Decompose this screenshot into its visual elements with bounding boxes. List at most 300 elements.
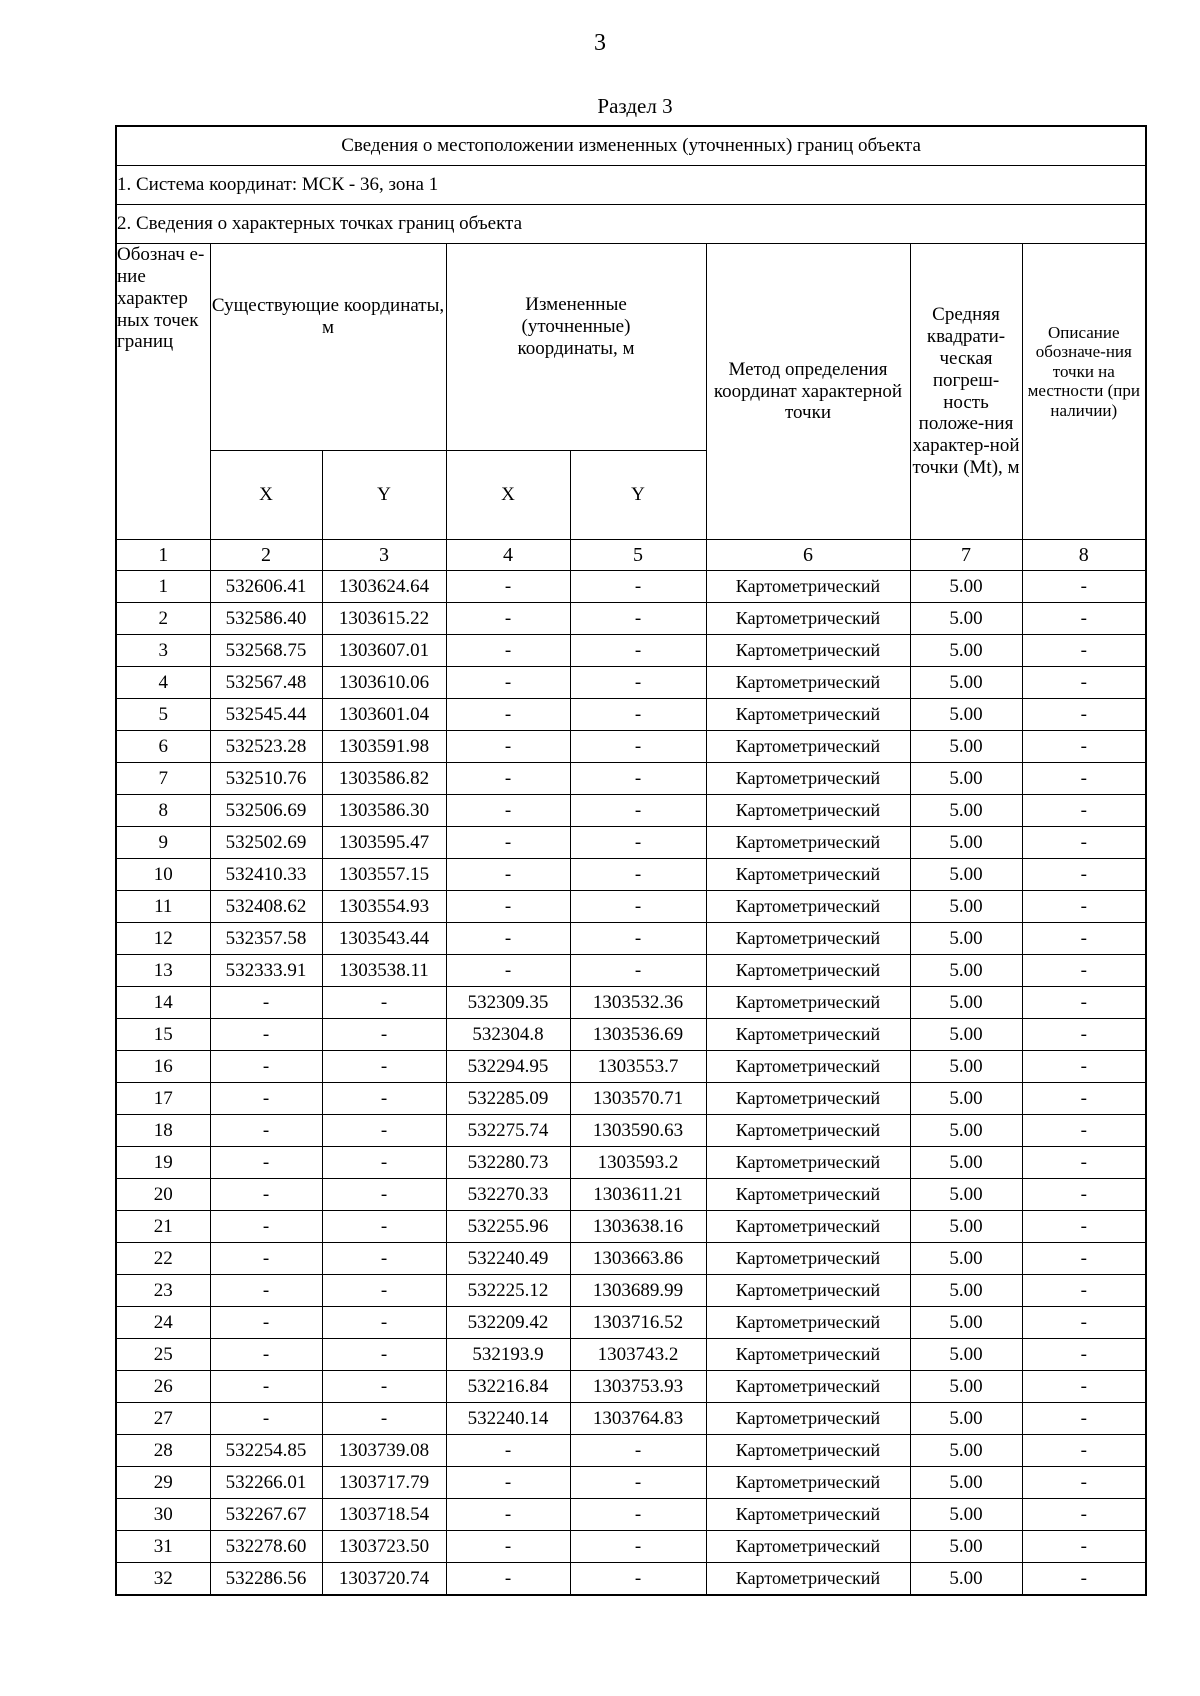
table-row (116, 1115, 1146, 1147)
table-row (116, 1371, 1146, 1403)
description-cell: - (1022, 1051, 1146, 1083)
existing-x-cell: - (210, 1275, 322, 1307)
method-cell: Картометрический (706, 1115, 910, 1147)
point-number-cell: 24 (116, 1307, 210, 1339)
changed-x-cell: - (446, 1435, 570, 1467)
existing-x-cell: 532586.40 (210, 603, 322, 635)
table-row (116, 891, 1146, 923)
table-row (116, 1563, 1146, 1596)
points-info-heading: 2. Сведения о характерных точках границ объекта (116, 205, 1146, 244)
table-row (116, 1531, 1146, 1563)
method-cell: Картометрический (706, 1083, 910, 1115)
changed-x-cell: - (446, 1563, 570, 1596)
changed-y-cell: 1303743.2 (570, 1339, 706, 1371)
mt-error-cell: 5.00 (910, 1211, 1022, 1243)
mt-error-cell: 5.00 (910, 571, 1022, 603)
method-cell: Картометрический (706, 1019, 910, 1051)
changed-x-cell: - (446, 1531, 570, 1563)
changed-y-cell: - (570, 1435, 706, 1467)
point-number-cell: 6 (116, 731, 210, 763)
table-row (116, 795, 1146, 827)
description-cell: - (1022, 1435, 1146, 1467)
point-number-cell: 1 (116, 571, 210, 603)
description-cell: - (1022, 1115, 1146, 1147)
existing-y-cell: 1303586.82 (322, 763, 446, 795)
changed-y-cell: - (570, 1499, 706, 1531)
header-designation: Обознач е-ние характер ных точек границ (116, 244, 210, 540)
table-row (116, 635, 1146, 667)
method-cell: Картометрический (706, 1563, 910, 1596)
description-cell: - (1022, 1499, 1146, 1531)
table-row (116, 1019, 1146, 1051)
changed-x-cell: - (446, 763, 570, 795)
changed-y-cell: 1303663.86 (570, 1243, 706, 1275)
method-cell: Картометрический (706, 603, 910, 635)
changed-x-cell: 532270.33 (446, 1179, 570, 1211)
header-error: Средняя квадрати-ческая погреш-ность положе-ния характер-ной точки (Mt), м (910, 244, 1022, 540)
mt-error-cell: 5.00 (910, 1243, 1022, 1275)
point-number-cell: 20 (116, 1179, 210, 1211)
existing-x-cell: 532286.56 (210, 1563, 322, 1596)
page-number: 3 (594, 30, 606, 56)
changed-x-cell: 532294.95 (446, 1051, 570, 1083)
description-cell: - (1022, 1275, 1146, 1307)
method-cell: Картометрический (706, 1211, 910, 1243)
changed-x-cell: - (446, 603, 570, 635)
changed-x-cell: 532304.8 (446, 1019, 570, 1051)
existing-y-cell: 1303610.06 (322, 667, 446, 699)
existing-y-cell: - (322, 1019, 446, 1051)
changed-x-cell: - (446, 1467, 570, 1499)
existing-y-cell: - (322, 1179, 446, 1211)
existing-y-cell: 1303557.15 (322, 859, 446, 891)
mt-error-cell: 5.00 (910, 763, 1022, 795)
existing-y-cell: - (322, 1403, 446, 1435)
mt-error-cell: 5.00 (910, 1467, 1022, 1499)
point-number-cell: 19 (116, 1147, 210, 1179)
column-number-row (116, 540, 1146, 571)
method-cell: Картометрический (706, 1339, 910, 1371)
method-cell: Картометрический (706, 1243, 910, 1275)
existing-x-cell: 532333.91 (210, 955, 322, 987)
point-number-cell: 22 (116, 1243, 210, 1275)
method-cell: Картометрический (706, 1499, 910, 1531)
existing-y-cell: - (322, 1339, 446, 1371)
mt-error-cell: 5.00 (910, 1499, 1022, 1531)
header-existing-y: Y (322, 451, 446, 540)
point-number-cell: 18 (116, 1115, 210, 1147)
existing-x-cell: 532254.85 (210, 1435, 322, 1467)
changed-x-cell: 532193.9 (446, 1339, 570, 1371)
table-row (116, 1147, 1146, 1179)
method-cell: Картометрический (706, 699, 910, 731)
description-cell: - (1022, 955, 1146, 987)
existing-y-cell: 1303607.01 (322, 635, 446, 667)
changed-y-cell: 1303638.16 (570, 1211, 706, 1243)
description-cell: - (1022, 1211, 1146, 1243)
mt-error-cell: 5.00 (910, 859, 1022, 891)
changed-y-cell: - (570, 923, 706, 955)
point-number-cell: 8 (116, 795, 210, 827)
method-cell: Картометрический (706, 1051, 910, 1083)
description-cell: - (1022, 1371, 1146, 1403)
changed-x-cell: 532240.49 (446, 1243, 570, 1275)
existing-x-cell: 532568.75 (210, 635, 322, 667)
mt-error-cell: 5.00 (910, 827, 1022, 859)
changed-y-cell: 1303553.7 (570, 1051, 706, 1083)
method-cell: Картометрический (706, 763, 910, 795)
header-changed-x: X (446, 451, 570, 540)
changed-x-cell: - (446, 1499, 570, 1531)
changed-x-cell: 532309.35 (446, 987, 570, 1019)
table-row (116, 1435, 1146, 1467)
point-number-cell: 29 (116, 1467, 210, 1499)
mt-error-cell: 5.00 (910, 667, 1022, 699)
mt-error-cell: 5.00 (910, 635, 1022, 667)
method-cell: Картометрический (706, 859, 910, 891)
mt-error-cell: 5.00 (910, 1051, 1022, 1083)
existing-x-cell: 532510.76 (210, 763, 322, 795)
mt-error-cell: 5.00 (910, 1307, 1022, 1339)
description-cell: - (1022, 1083, 1146, 1115)
changed-x-cell: - (446, 923, 570, 955)
method-cell: Картометрический (706, 1275, 910, 1307)
mt-error-cell: 5.00 (910, 731, 1022, 763)
description-cell: - (1022, 571, 1146, 603)
column-number: 7 (910, 540, 1022, 571)
mt-error-cell: 5.00 (910, 987, 1022, 1019)
mt-error-cell: 5.00 (910, 1179, 1022, 1211)
point-number-cell: 16 (116, 1051, 210, 1083)
method-cell: Картометрический (706, 1147, 910, 1179)
existing-x-cell: 532606.41 (210, 571, 322, 603)
existing-x-cell: 532266.01 (210, 1467, 322, 1499)
existing-x-cell: - (210, 1243, 322, 1275)
description-cell: - (1022, 891, 1146, 923)
changed-x-cell: - (446, 955, 570, 987)
point-number-cell: 11 (116, 891, 210, 923)
changed-y-cell: 1303716.52 (570, 1307, 706, 1339)
table-row (116, 1083, 1146, 1115)
existing-x-cell: 532278.60 (210, 1531, 322, 1563)
column-number: 4 (446, 540, 570, 571)
existing-x-cell: - (210, 1179, 322, 1211)
changed-y-cell: - (570, 795, 706, 827)
point-number-cell: 10 (116, 859, 210, 891)
header-description: Описание обозначе-ния точки на местности (при наличии) (1022, 244, 1146, 540)
description-cell: - (1022, 603, 1146, 635)
existing-y-cell: 1303586.30 (322, 795, 446, 827)
changed-y-cell: - (570, 763, 706, 795)
table-row (116, 955, 1146, 987)
description-cell: - (1022, 795, 1146, 827)
changed-y-cell: - (570, 1531, 706, 1563)
method-cell: Картометрический (706, 955, 910, 987)
changed-y-cell: 1303689.99 (570, 1275, 706, 1307)
method-cell: Картометрический (706, 1467, 910, 1499)
mt-error-cell: 5.00 (910, 1147, 1022, 1179)
mt-error-cell: 5.00 (910, 699, 1022, 731)
existing-y-cell: - (322, 1147, 446, 1179)
changed-x-cell: 532225.12 (446, 1275, 570, 1307)
mt-error-cell: 5.00 (910, 955, 1022, 987)
description-cell: - (1022, 1307, 1146, 1339)
changed-x-cell: 532285.09 (446, 1083, 570, 1115)
description-cell: - (1022, 635, 1146, 667)
changed-y-cell: 1303570.71 (570, 1083, 706, 1115)
existing-y-cell: - (322, 1211, 446, 1243)
point-number-cell: 32 (116, 1563, 210, 1596)
existing-y-cell: 1303624.64 (322, 571, 446, 603)
description-cell: - (1022, 987, 1146, 1019)
changed-x-cell: 532255.96 (446, 1211, 570, 1243)
changed-y-cell: 1303764.83 (570, 1403, 706, 1435)
method-cell: Картометрический (706, 571, 910, 603)
point-number-cell: 7 (116, 763, 210, 795)
existing-x-cell: 532523.28 (210, 731, 322, 763)
changed-x-cell: 532216.84 (446, 1371, 570, 1403)
description-cell: - (1022, 859, 1146, 891)
existing-x-cell: 532506.69 (210, 795, 322, 827)
section-label: Раздел 3 (597, 94, 673, 118)
point-number-cell: 4 (116, 667, 210, 699)
changed-x-cell: - (446, 699, 570, 731)
description-cell: - (1022, 1563, 1146, 1596)
changed-y-cell: - (570, 571, 706, 603)
method-cell: Картометрический (706, 731, 910, 763)
method-cell: Картометрический (706, 1371, 910, 1403)
description-cell: - (1022, 1531, 1146, 1563)
changed-y-cell: - (570, 731, 706, 763)
existing-x-cell: - (210, 1147, 322, 1179)
description-cell: - (1022, 1019, 1146, 1051)
point-number-cell: 9 (116, 827, 210, 859)
description-cell: - (1022, 699, 1146, 731)
existing-x-cell: 532567.48 (210, 667, 322, 699)
changed-y-cell: - (570, 699, 706, 731)
table-row (116, 987, 1146, 1019)
mt-error-cell: 5.00 (910, 1083, 1022, 1115)
changed-x-cell: 532209.42 (446, 1307, 570, 1339)
existing-x-cell: - (210, 1019, 322, 1051)
mt-error-cell: 5.00 (910, 1019, 1022, 1051)
changed-y-cell: 1303536.69 (570, 1019, 706, 1051)
column-number: 6 (706, 540, 910, 571)
existing-y-cell: - (322, 1115, 446, 1147)
changed-y-cell: 1303532.36 (570, 987, 706, 1019)
description-cell: - (1022, 667, 1146, 699)
existing-y-cell: - (322, 987, 446, 1019)
point-number-cell: 25 (116, 1339, 210, 1371)
changed-y-cell: 1303593.2 (570, 1147, 706, 1179)
existing-y-cell: 1303739.08 (322, 1435, 446, 1467)
existing-y-cell: - (322, 1083, 446, 1115)
changed-x-cell: - (446, 635, 570, 667)
existing-x-cell: 532502.69 (210, 827, 322, 859)
table-title: Сведения о местоположении измененных (уточненных) границ объекта (116, 126, 1146, 166)
method-cell: Картометрический (706, 987, 910, 1019)
mt-error-cell: 5.00 (910, 795, 1022, 827)
point-number-cell: 13 (116, 955, 210, 987)
changed-y-cell: - (570, 891, 706, 923)
point-number-cell: 15 (116, 1019, 210, 1051)
existing-x-cell: - (210, 1083, 322, 1115)
header-existing-x: X (210, 451, 322, 540)
changed-y-cell: - (570, 1467, 706, 1499)
changed-y-cell: - (570, 635, 706, 667)
mt-error-cell: 5.00 (910, 1563, 1022, 1596)
header-existing-coords: Существующие координаты, м (210, 244, 446, 451)
mt-error-cell: 5.00 (910, 1371, 1022, 1403)
table-row (116, 603, 1146, 635)
changed-x-cell: - (446, 795, 570, 827)
table-row (116, 1051, 1146, 1083)
description-cell: - (1022, 1467, 1146, 1499)
mt-error-cell: 5.00 (910, 603, 1022, 635)
existing-x-cell: 532545.44 (210, 699, 322, 731)
method-cell: Картометрический (706, 667, 910, 699)
existing-y-cell: 1303538.11 (322, 955, 446, 987)
changed-y-cell: - (570, 1563, 706, 1596)
table-row (116, 699, 1146, 731)
column-number: 2 (210, 540, 322, 571)
changed-y-cell: 1303611.21 (570, 1179, 706, 1211)
column-number: 5 (570, 540, 706, 571)
coordinates-table (115, 125, 1147, 1596)
description-cell: - (1022, 827, 1146, 859)
mt-error-cell: 5.00 (910, 1115, 1022, 1147)
changed-y-cell: - (570, 827, 706, 859)
changed-x-cell: 532275.74 (446, 1115, 570, 1147)
changed-x-cell: 532280.73 (446, 1147, 570, 1179)
changed-x-cell: - (446, 667, 570, 699)
description-cell: - (1022, 923, 1146, 955)
method-cell: Картометрический (706, 1435, 910, 1467)
description-cell: - (1022, 1403, 1146, 1435)
existing-y-cell: - (322, 1307, 446, 1339)
method-cell: Картометрический (706, 1179, 910, 1211)
method-cell: Картометрический (706, 827, 910, 859)
existing-y-cell: 1303720.74 (322, 1563, 446, 1596)
table-row (116, 1275, 1146, 1307)
mt-error-cell: 5.00 (910, 1435, 1022, 1467)
table-row (116, 1339, 1146, 1371)
description-cell: - (1022, 1147, 1146, 1179)
existing-y-cell: 1303595.47 (322, 827, 446, 859)
existing-y-cell: 1303723.50 (322, 1531, 446, 1563)
table-row (116, 1499, 1146, 1531)
existing-y-cell: - (322, 1243, 446, 1275)
table-row (116, 667, 1146, 699)
description-cell: - (1022, 731, 1146, 763)
table-row (116, 1403, 1146, 1435)
existing-y-cell: 1303718.54 (322, 1499, 446, 1531)
description-cell: - (1022, 763, 1146, 795)
changed-x-cell: - (446, 827, 570, 859)
changed-y-cell: - (570, 955, 706, 987)
changed-x-cell: - (446, 859, 570, 891)
existing-y-cell: 1303591.98 (322, 731, 446, 763)
point-number-cell: 30 (116, 1499, 210, 1531)
method-cell: Картометрический (706, 1307, 910, 1339)
description-cell: - (1022, 1179, 1146, 1211)
table-row (116, 827, 1146, 859)
mt-error-cell: 5.00 (910, 891, 1022, 923)
mt-error-cell: 5.00 (910, 1403, 1022, 1435)
point-number-cell: 2 (116, 603, 210, 635)
existing-y-cell: - (322, 1371, 446, 1403)
existing-x-cell: 532410.33 (210, 859, 322, 891)
changed-y-cell: 1303590.63 (570, 1115, 706, 1147)
method-cell: Картометрический (706, 891, 910, 923)
existing-y-cell: 1303601.04 (322, 699, 446, 731)
table-row (116, 859, 1146, 891)
changed-y-cell: - (570, 859, 706, 891)
table-row (116, 763, 1146, 795)
existing-y-cell: 1303615.22 (322, 603, 446, 635)
point-number-cell: 31 (116, 1531, 210, 1563)
point-number-cell: 21 (116, 1211, 210, 1243)
existing-x-cell: 532357.58 (210, 923, 322, 955)
column-number: 3 (322, 540, 446, 571)
mt-error-cell: 5.00 (910, 1339, 1022, 1371)
existing-y-cell: - (322, 1051, 446, 1083)
existing-x-cell: - (210, 1051, 322, 1083)
method-cell: Картометрический (706, 635, 910, 667)
table-row (116, 1179, 1146, 1211)
point-number-cell: 3 (116, 635, 210, 667)
existing-y-cell: 1303717.79 (322, 1467, 446, 1499)
table-row (116, 731, 1146, 763)
point-number-cell: 17 (116, 1083, 210, 1115)
point-number-cell: 28 (116, 1435, 210, 1467)
method-cell: Картометрический (706, 1403, 910, 1435)
column-number: 8 (1022, 540, 1146, 571)
changed-x-cell: - (446, 571, 570, 603)
changed-y-cell: - (570, 603, 706, 635)
header-changed-y: Y (570, 451, 706, 540)
description-cell: - (1022, 1339, 1146, 1371)
header-changed-coords: Измененные (уточненные) координаты, м (446, 244, 706, 451)
column-number: 1 (116, 540, 210, 571)
method-cell: Картометрический (706, 923, 910, 955)
point-number-cell: 27 (116, 1403, 210, 1435)
description-cell: - (1022, 1243, 1146, 1275)
changed-y-cell: - (570, 667, 706, 699)
existing-x-cell: 532408.62 (210, 891, 322, 923)
existing-y-cell: - (322, 1275, 446, 1307)
table-row (116, 923, 1146, 955)
method-cell: Картометрический (706, 795, 910, 827)
existing-x-cell: - (210, 1339, 322, 1371)
point-number-cell: 14 (116, 987, 210, 1019)
header-method: Метод определения координат характерной точки (706, 244, 910, 540)
mt-error-cell: 5.00 (910, 1275, 1022, 1307)
method-cell: Картометрический (706, 1531, 910, 1563)
mt-error-cell: 5.00 (910, 923, 1022, 955)
changed-y-cell: 1303753.93 (570, 1371, 706, 1403)
point-number-cell: 26 (116, 1371, 210, 1403)
point-number-cell: 5 (116, 699, 210, 731)
table-row (116, 1307, 1146, 1339)
existing-x-cell: - (210, 1371, 322, 1403)
existing-x-cell: - (210, 1115, 322, 1147)
existing-x-cell: - (210, 1403, 322, 1435)
existing-x-cell: 532267.67 (210, 1499, 322, 1531)
table-row (116, 571, 1146, 603)
changed-x-cell: - (446, 731, 570, 763)
point-number-cell: 12 (116, 923, 210, 955)
